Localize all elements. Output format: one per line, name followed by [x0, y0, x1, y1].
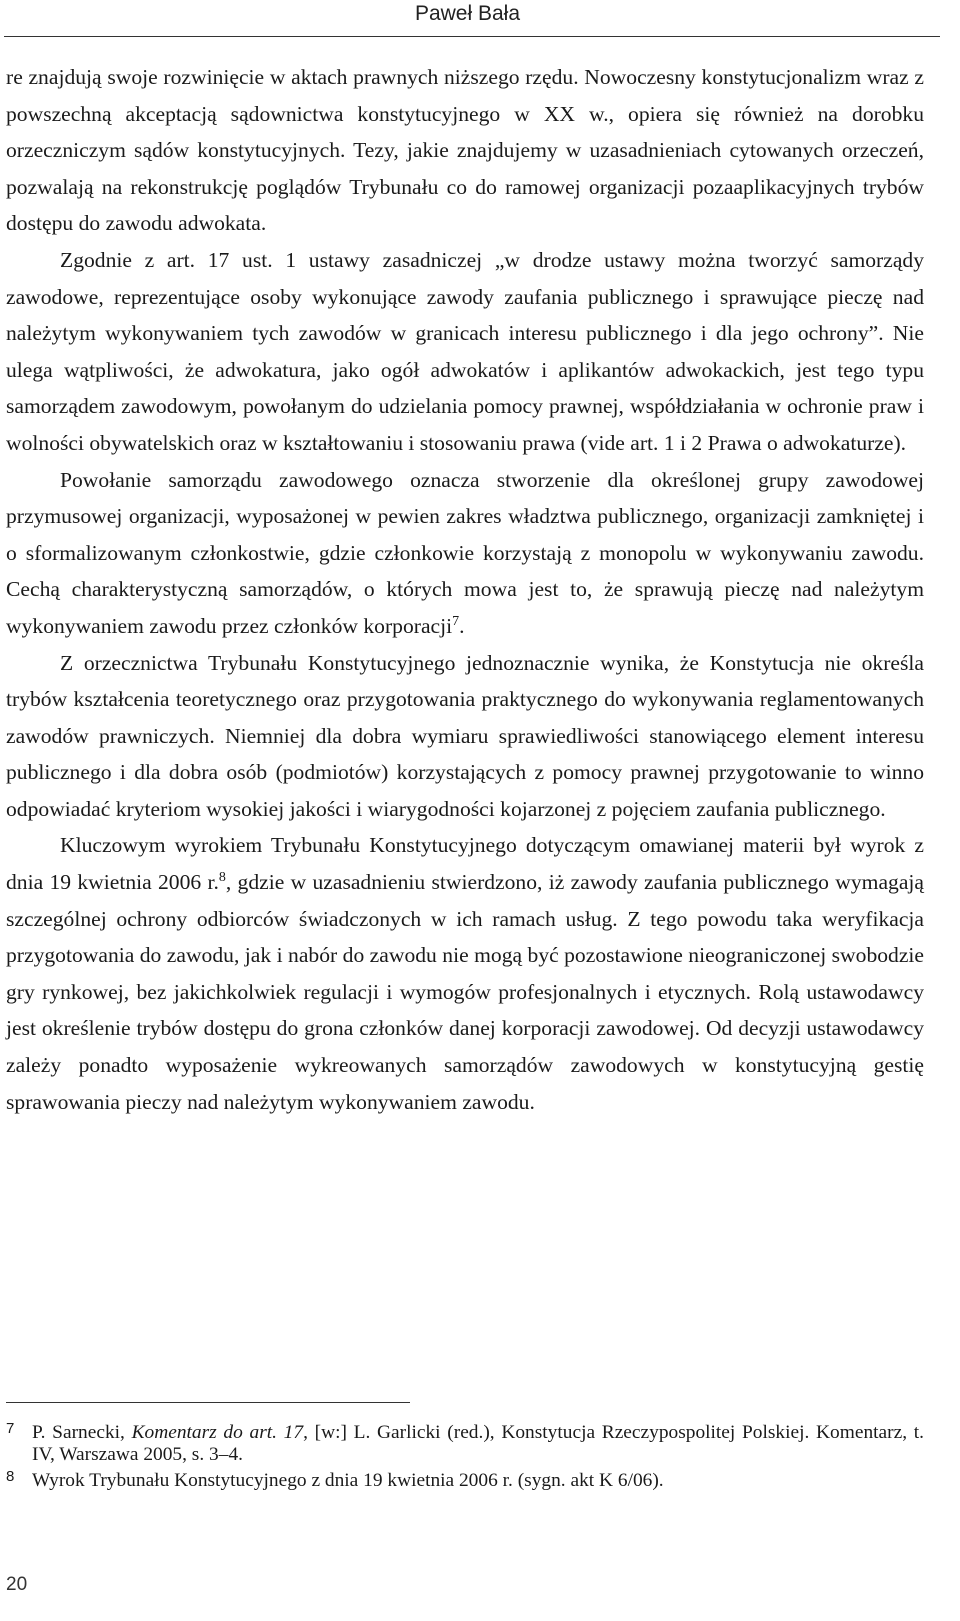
footnote-text-rest: , [w:] L. Garlicki (red.), Konstytucja Rzeczypospolitej Polskiej. Komentarz, t. IV, Warszawa 2005, s. 3–4. [32, 1422, 924, 1465]
paragraph-3 [6, 462, 924, 645]
footnote-ref-7[interactable]: 7 [452, 613, 460, 629]
footnote-text: Wyrok Trybunału Konstytucyjnego z dnia 19 kwietnia 2006 r. (sygn. akt K 6/06). [32, 1470, 664, 1491]
paragraph-3-end: . [459, 613, 465, 638]
running-header-author: Paweł Bała [414, 2, 520, 25]
paragraph-2: Zgodnie z art. 17 ust. 1 ustawy zasadniczej „w drodze ustawy można tworzyć samorządy zawodowe, reprezentujące osoby wykonujące zawody zaufania publicznego i sprawujące pieczę nad należytym wykonywaniem tych zawodów w granicach interesu publicznego i dla jego ochrony”. Nie ulega wątpliwości, że adwokatura, jako ogół adwokatów i aplikantów adwokackich, jest tego typu samorządem zawodowym, powołanym do udzielania pomocy prawnej, współdziałania w ochronie praw i wolności obywatelskich oraz w kształtowaniu i stosowaniu prawa (vide art. 1 i 2 Prawa o adwokaturze). [6, 247, 924, 455]
footnotes [6, 1422, 924, 1496]
body-text [6, 59, 924, 1120]
footnote-8 [6, 1470, 924, 1492]
footnote-title-italic: Komentarz do art. 17 [131, 1422, 304, 1443]
footnote-number: 8 [6, 1468, 15, 1485]
paragraph-4: Z orzecznictwa Trybunału Konstytucyjnego jednoznacznie wynika, że Konstytucja nie określa trybów kształcenia teoretycznego oraz przygotowania praktycznego do wykonywania reglamentowanych zawodów prawniczych. Niemniej dla dobra wymiaru sprawiedliwości stanowiącego element interesu publicznego i dla dobra osób (podmiotów) korzystających z pomocy prawnej przygotowanie to winno odpowiadać kryteriom wysokiej jakości i wiarygodności kojarzonej z pojęciem zaufania publicznego. [6, 650, 924, 821]
footnote-7 [6, 1422, 924, 1466]
footnote-ref-8[interactable]: 8 [218, 869, 226, 885]
paragraph-3-text: Powołanie samorządu zawodowego oznacza stworzenie dla określonej grupy zawodowej przymusowej organizacji, wyposażonej w pewien zakres władztwa publicznego, organizacji zamkniętej i o sformalizowanym członkostwie, gdzie członkowie korzystają z monopolu w wykonywaniu zawodu. Cechą charakterystyczną samorządów, o których mowa jest to, że sprawują pieczę nad należytym wykonywaniem zawodu przez członków korporacji [6, 467, 924, 638]
header-divider [4, 36, 940, 37]
paragraph-5-text-a: Kluczowym wyrokiem Trybunału Konstytucyjnego dotyczącym omawianej materii był wyrok z dnia 19 kwietnia 2006 r. [6, 833, 924, 895]
footnote-divider [6, 1402, 410, 1403]
paragraph-5 [6, 827, 924, 1120]
footnote-number: 7 [6, 1420, 15, 1437]
page-number: 20 [6, 1574, 28, 1595]
paragraph-1: re znajdują swoje rozwinięcie w aktach prawnych niższego rzędu. Nowoczesny konstytucjonalizm wraz z powszechną akceptacją sądownictwa konstytucyjnego w XX w., opiera się również na dorobku orzeczniczym sądów konstytucyjnych. Tezy, jakie znajdujemy w uzasadnieniach cytowanych orzeczeń, pozwalają na rekonstrukcję poglądów Trybunału co do ramowej organizacji pozaaplikacyjnych trybów dostępu do zawodu adwokata. [6, 65, 924, 236]
paragraph-5-text-b: , gdzie w uzasadnieniu stwierdzono, iż zawody zaufania publicznego wymagają szczególnej ochrony odbiorców świadczonych w ich ramach usług. Z tego powodu taka weryfikacja przygotowania do zawodu, jak i nabór do zawodu nie mogą być pozostawione nieograniczonej swobodzie gry rynkowej, bez jakichkolwiek regulacji i wymogów profesjonalnych i etycznych. Rolą ustawodawcy jest określenie trybów dostępu do grona członków danej korporacji zawodowej. Od decyzji ustawodawcy zależy ponadto wyposażenie wykreowanych samorządów zawodowych w konstytucyjną gestię sprawowania pieczy nad należytym wykonywaniem zawodu. [6, 870, 924, 1114]
footnote-text: P. Sarnecki, [32, 1422, 132, 1443]
